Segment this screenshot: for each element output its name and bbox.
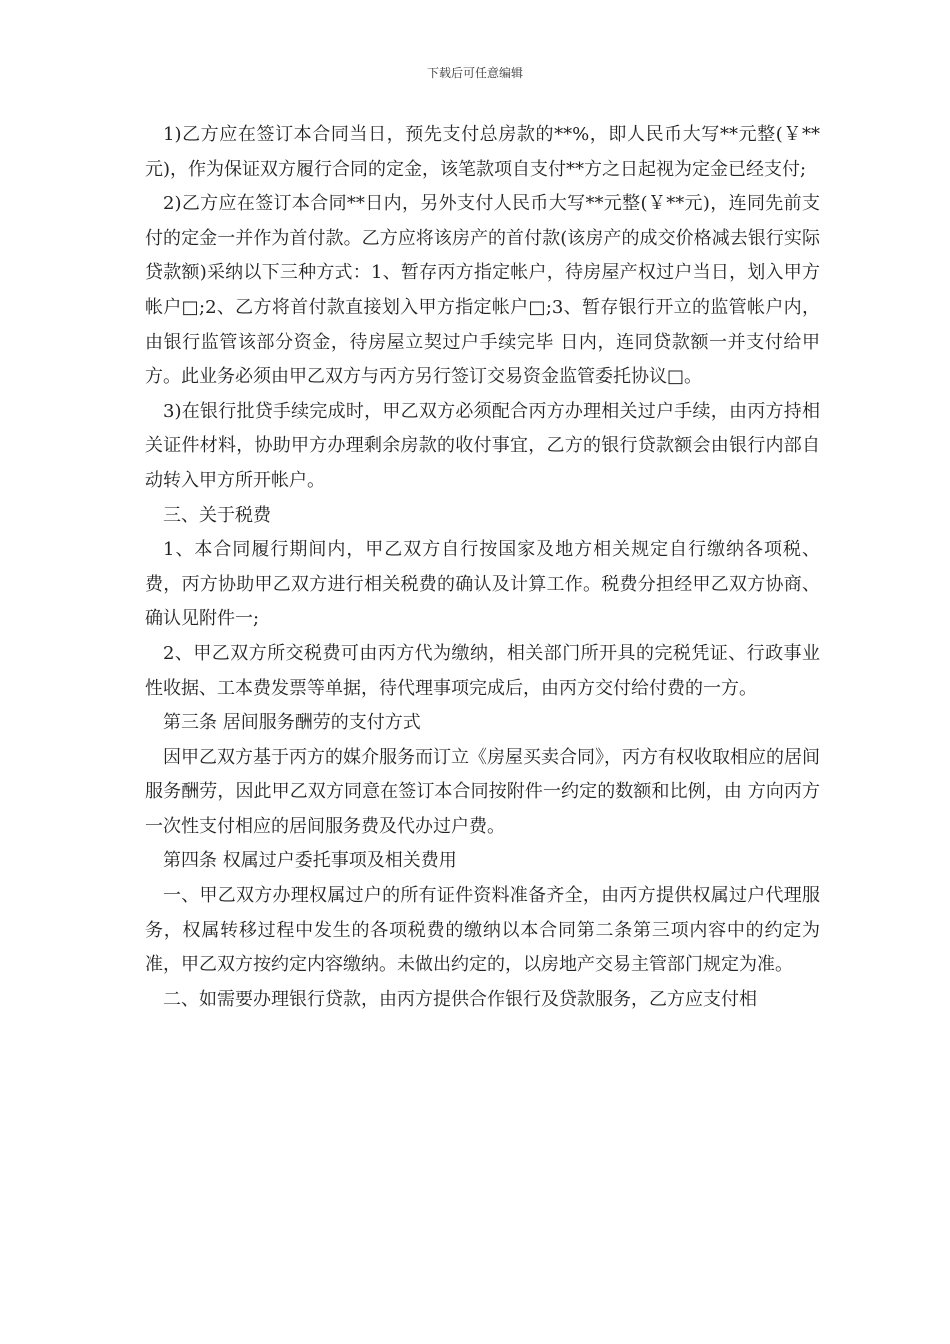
article-heading-4: 第四条 权属过户委托事项及相关费用 — [163, 850, 457, 872]
paragraph-article-4-1: 一、甲乙双方办理权属过户的所有证件资料准备齐全，由丙方提供权属过户代理服务，权属转移过程中发生的各项税费的缴纳以本合同第二条第三项内容中的约定为准，甲乙双方按约定内容缴纳。未做出约定的，以房地产交易主管部门规定为准。 — [145, 885, 820, 976]
paragraph-payment-1: 1)乙方应在签订本合同当日，预先支付总房款的**%，即人民币大写**元整(￥**元)，作为保证双方履行合同的定金，该笔款项自支付**方之日起视为定金已经支付; — [145, 124, 820, 180]
page-header: 下载后可任意编辑 — [426, 66, 523, 80]
paragraph-payment-3: 3)在银行批贷手续完成时，甲乙双方必须配合丙方办理相关过户手续，由丙方持相关证件材料，协助甲方办理剩余房款的收付事宜，乙方的银行贷款额会由银行内部自动转入甲方所开帐户。 — [145, 400, 820, 491]
paragraph-payment-2: 2)乙方应在签订本合同**日内，另外支付人民币大写**元整(￥**元)，连同先前支付的定金一并作为首付款。乙方应将该房产的首付款(该房产的成交价格减去银行实际贷款额)采纳以下三种方式：1、暂存丙方指定帐户，待房屋产权过户当日，划入甲方帐户□;2、乙方将首付款直接划入甲方指定帐户□;3、暂存银行开立的监管帐户内，由银行监管该部分资金，待房屋立契过户手续完毕 日内，连同贷款额一并支付给甲方。此业务必须由甲乙双方与丙方另行签订交易资金监管委托协议□。 — [145, 193, 820, 388]
paragraph-tax-2: 2、甲乙双方所交税费可由丙方代为缴纳，相关部门所开具的完税凭证、行政事业性收据、工本费发票等单据，待代理事项完成后，由丙方交付给付费的一方。 — [145, 642, 820, 699]
article-heading-3: 第三条 居间服务酬劳的支付方式 — [163, 712, 421, 734]
section-heading-taxes: 三、关于税费 — [163, 504, 271, 526]
document-body — [145, 118, 820, 1017]
paragraph-article-4-2: 二、如需要办理银行贷款，由丙方提供合作银行及贷款服务，乙方应支付相 — [163, 988, 757, 1010]
paragraph-article-3: 因甲乙双方基于丙方的媒介服务而订立《房屋买卖合同》，丙方有权收取相应的居间服务酬劳，因此甲乙双方同意在签订本合同按附件一约定的数额和比例，由 方向丙方一次性支付相应的居间服务费及代办过户费。 — [145, 746, 820, 837]
paragraph-tax-1: 1、本合同履行期间内，甲乙双方自行按国家及地方相关规定自行缴纳各项税、费，丙方协助甲乙双方进行相关税费的确认及计算工作。税费分担经甲乙双方协商、确认见附件一; — [145, 539, 820, 630]
